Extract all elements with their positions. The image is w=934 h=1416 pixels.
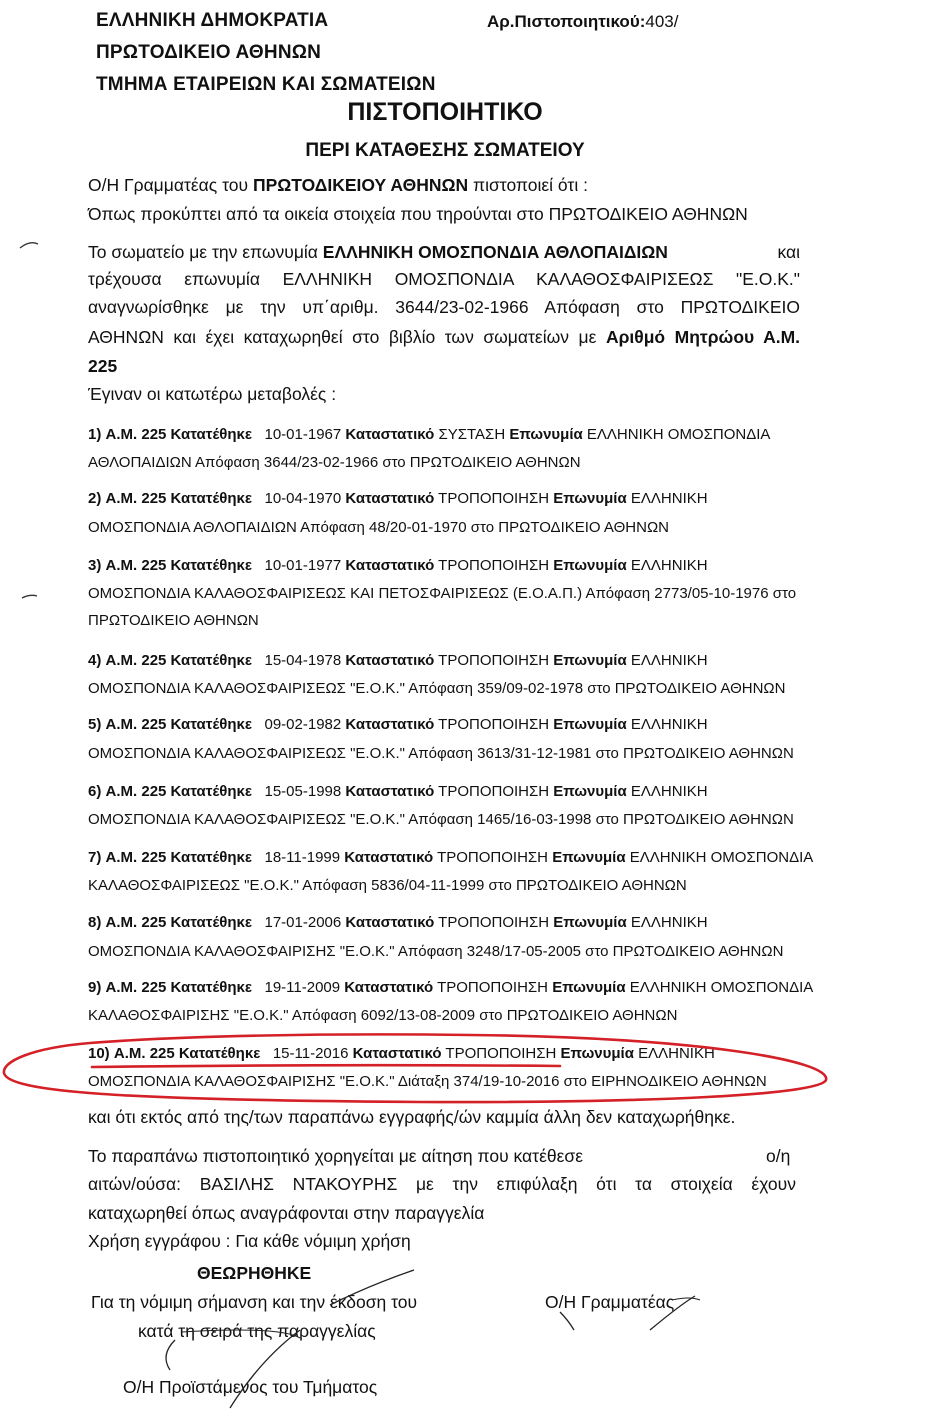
entry-3-line-3: ΠΡΩΤΟΔΙΚΕΙΟ ΑΘΗΝΩΝ bbox=[88, 612, 259, 629]
entry-registry: Α.Μ. 225 bbox=[105, 652, 167, 669]
entry-type: ΤΡΟΠΟΠΟΙΗΣΗ bbox=[438, 783, 550, 800]
entry-3-line-2: ΟΜΟΣΠΟΝΔΙΑ ΚΑΛΑΘΟΣΦΑΙΡΙΣΕΩΣ ΚΑΙ ΠΕΤΟΣΦΑΙΡΙΣΕΩΣ (Ε.Ο.Α.Π.) Απόφαση 2773/05-10-1976 στο bbox=[88, 585, 797, 602]
entry-9-line-1 bbox=[88, 979, 813, 996]
entry-filed-label: Κατατέθηκε bbox=[178, 1045, 261, 1062]
entry-registry: Α.Μ. 225 bbox=[105, 490, 167, 507]
entry-number: 5) bbox=[88, 716, 102, 733]
entry-name: ΕΛΛΗΝΙΚΗ ΟΜΟΣΠΟΝΔΙΑ bbox=[586, 426, 771, 443]
entry-statute-label: Καταστατικό bbox=[345, 783, 435, 800]
document-subtitle: ΠΕΡΙ ΚΑΤΑΘΕΣΗΣ ΣΩΜΑΤΕΙΟΥ bbox=[305, 140, 585, 161]
entry-statute-label: Καταστατικό bbox=[344, 979, 434, 996]
entry-date: 10-01-1967 bbox=[264, 426, 342, 443]
secretary-label: Ο/Η Γραμματέας bbox=[545, 1292, 675, 1312]
certificate-number-value: 403/ bbox=[645, 12, 679, 31]
entry-7-line-1 bbox=[88, 849, 813, 866]
entry-statute-label: Καταστατικό bbox=[345, 716, 435, 733]
entry-type: ΤΡΟΠΟΠΟΙΗΣΗ bbox=[438, 490, 550, 507]
entry-name: ΕΛΛΗΝΙΚΗ bbox=[638, 1045, 715, 1062]
entry-2-line-2: ΟΜΟΣΠΟΝΔΙΑ ΑΘΛΟΠΑΙΔΙΩΝ Απόφαση 48/20-01-1970 στο ΠΡΩΤΟΔΙΚΕΙΟ ΑΘΗΝΩΝ bbox=[88, 519, 670, 536]
entry-name: ΕΛΛΗΝΙΚΗ ΟΜΟΣΠΟΝΔΙΑ bbox=[629, 979, 814, 996]
header-line-department: ΤΜΗΜΑ ΕΤΑΙΡΕΙΩΝ ΚΑΙ ΣΩΜΑΤΕΙΩΝ bbox=[96, 74, 436, 95]
entry-registry: Α.Μ. 225 bbox=[105, 979, 167, 996]
entry-registry: Α.Μ. 225 bbox=[105, 716, 167, 733]
intro-court-name: ΠΡΩΤΟΔΙΚΕΙΟΥ ΑΘΗΝΩΝ bbox=[252, 175, 469, 195]
signature-stroke bbox=[560, 1312, 574, 1330]
legal-line-2: κατά τη σειρά της παραγγελίας bbox=[138, 1321, 376, 1341]
entry-number: 9) bbox=[88, 979, 102, 996]
entry-name: ΕΛΛΗΝΙΚΗ bbox=[630, 652, 708, 669]
entry-filed-label: Κατατέθηκε bbox=[170, 914, 252, 931]
entry-filed-label: Κατατέθηκε bbox=[170, 783, 252, 800]
entry-name-label: Επωνυμία bbox=[553, 716, 627, 733]
entry-1-line-1 bbox=[88, 426, 770, 443]
no-other-registration: και ότι εκτός από της/των παραπάνω εγγραφής/ών καμμία άλλη δεν καταχωρήθηκε. bbox=[88, 1107, 736, 1127]
entry-registry: Α.Μ. 225 bbox=[105, 426, 167, 443]
entry-number: 7) bbox=[88, 849, 102, 866]
entry-name-label: Επωνυμία bbox=[553, 490, 627, 507]
entry-name-label: Επωνυμία bbox=[552, 979, 626, 996]
entry-5-line-1 bbox=[88, 716, 708, 733]
intro-text-end: πιστοποιεί ότι : bbox=[468, 175, 588, 195]
certificate-number bbox=[487, 12, 678, 32]
registry-number: 225 bbox=[88, 356, 118, 376]
entry-name: ΕΛΛΗΝΙΚΗ bbox=[630, 716, 708, 733]
entry-name-label: Επωνυμία bbox=[553, 914, 627, 931]
entry-date: 15-05-1998 bbox=[264, 783, 342, 800]
entry-registry: Α.Μ. 225 bbox=[105, 557, 167, 574]
entry-type: ΣΥΣΤΑΣΗ bbox=[438, 426, 506, 443]
legal-line-1: Για τη νόμιμη σήμανση και την έκδοση του bbox=[91, 1292, 418, 1312]
entry-4-line-1 bbox=[88, 652, 708, 669]
entry-name: ΕΛΛΗΝΙΚΗ ΟΜΟΣΠΟΝΔΙΑ bbox=[629, 849, 814, 866]
entry-statute-label: Καταστατικό bbox=[345, 652, 435, 669]
entry-date: 09-02-1982 bbox=[264, 716, 342, 733]
entry-filed-label: Κατατέθηκε bbox=[170, 652, 252, 669]
entry-registry: Α.Μ. 225 bbox=[105, 914, 167, 931]
entry-date: 18-11-1999 bbox=[264, 849, 341, 866]
entry-number: 8) bbox=[88, 914, 102, 931]
entry-statute-label: Καταστατικό bbox=[345, 426, 435, 443]
header-line-court: ΠΡΩΤΟΔΙΚΕΙΟ ΑΘΗΝΩΝ bbox=[96, 42, 322, 63]
body-text: Το σωματείο με την επωνυμία bbox=[88, 242, 323, 262]
entry-statute-label: Καταστατικό bbox=[345, 557, 435, 574]
entry-type: ΤΡΟΠΟΠΟΙΗΣΗ bbox=[438, 914, 550, 931]
entry-name-label: Επωνυμία bbox=[552, 849, 626, 866]
entry-type: ΤΡΟΠΟΠΟΙΗΣΗ bbox=[437, 849, 549, 866]
entry-number: 4) bbox=[88, 652, 102, 669]
association-name: ΕΛΛΗΝΙΚΗ ΟΜΟΣΠΟΝΔΙΑ ΑΘΛΟΠΑΙΔΙΩΝ bbox=[322, 242, 668, 262]
entry-3-line-1 bbox=[88, 557, 708, 574]
entry-number: 3) bbox=[88, 557, 102, 574]
entry-date: 19-11-2009 bbox=[264, 979, 341, 996]
entry-filed-label: Κατατέθηκε bbox=[170, 426, 252, 443]
body-text-and: και bbox=[777, 242, 800, 262]
entry-9-line-2: ΚΑΛΑΘΟΣΦΑΙΡΙΣΗΣ "Ε.Ο.Κ." Απόφαση 6092/13-08-2009 στο ΠΡΩΤΟΔΙΚΕΙΟ ΑΘΗΝΩΝ bbox=[88, 1007, 678, 1024]
entry-1-line-2: ΑΘΛΟΠΑΙΔΙΩΝ Απόφαση 3644/23-02-1966 στο ΠΡΩΤΟΔΙΚΕΙΟ ΑΘΗΝΩΝ bbox=[88, 454, 581, 471]
intro-text: Ο/Η Γραμματέας του bbox=[88, 175, 253, 195]
entry-name: ΕΛΛΗΝΙΚΗ bbox=[630, 914, 708, 931]
entry-filed-label: Κατατέθηκε bbox=[170, 716, 252, 733]
entry-statute-label: Καταστατικό bbox=[345, 490, 435, 507]
entry-4-line-2: ΟΜΟΣΠΟΝΔΙΑ ΚΑΛΑΘΟΣΦΑΙΡΙΣΕΩΣ "Ε.Ο.Κ." Απόφαση 359/09-02-1978 στο ΠΡΩΤΟΔΙΚΕΙΟ ΑΘΗΝΩΝ bbox=[88, 680, 786, 697]
signature-stroke bbox=[672, 1298, 700, 1300]
entry-date: 10-01-1977 bbox=[264, 557, 342, 574]
entry-filed-label: Κατατέθηκε bbox=[170, 557, 252, 574]
entry-type: ΤΡΟΠΟΠΟΙΗΣΗ bbox=[438, 716, 550, 733]
entry-name-label: Επωνυμία bbox=[509, 426, 583, 443]
entry-type: ΤΡΟΠΟΠΟΙΗΣΗ bbox=[437, 979, 549, 996]
entry-5-line-2: ΟΜΟΣΠΟΝΔΙΑ ΚΑΛΑΘΟΣΦΑΙΡΙΣΕΩΣ "Ε.Ο.Κ." Απόφαση 3613/31-12-1981 στο ΠΡΩΤΟΔΙΚΕΙΟ ΑΘΗΝΩΝ bbox=[88, 745, 794, 762]
entry-8-line-2: ΟΜΟΣΠΟΝΔΙΑ ΚΑΛΑΘΟΣΦΑΙΡΙΣΗΣ "Ε.Ο.Κ." Απόφαση 3248/17-05-2005 στο ΠΡΩΤΟΔΙΚΕΙΟ ΑΘΗΝΩΝ bbox=[88, 943, 784, 960]
department-head-label: Ο/Η Προϊστάμενος του Τμήματος bbox=[123, 1377, 378, 1397]
entry-name-label: Επωνυμία bbox=[553, 652, 627, 669]
changes-intro: Έγιναν οι κατωτέρω μεταβολές : bbox=[88, 384, 337, 404]
header-line-republic: ΕΛΛΗΝΙΚΗ ΔΗΜΟΚΡΑΤΙΑ bbox=[96, 10, 329, 31]
entry-filed-label: Κατατέθηκε bbox=[170, 849, 252, 866]
document-usage: Χρήση εγγράφου : Για κάθε νόμιμη χρήση bbox=[88, 1231, 411, 1251]
entry-7-line-2: ΚΑΛΑΘΟΣΦΑΙΡΙΣΕΩΣ "Ε.Ο.Κ." Απόφαση 5836/04-11-1999 στο ΠΡΩΤΟΔΙΚΕΙΟ ΑΘΗΝΩΝ bbox=[88, 877, 687, 894]
document-title: ΠΙΣΤΟΠΟΙΗΤΙΚΟ bbox=[347, 98, 543, 126]
certificate-number-label: Αρ.Πιστοποιητικού: bbox=[487, 12, 646, 31]
entry-name: ΕΛΛΗΝΙΚΗ bbox=[630, 557, 708, 574]
entry-number: 1) bbox=[88, 426, 102, 443]
entry-name: ΕΛΛΗΝΙΚΗ bbox=[630, 490, 708, 507]
entry-number: 10) bbox=[88, 1045, 110, 1062]
entry-name-label: Επωνυμία bbox=[553, 783, 627, 800]
intro-line-2: Όπως προκύπτει από τα οικεία στοιχεία που τηρούνται στο ΠΡΩΤΟΔΙΚΕΙΟ ΑΘΗΝΩΝ bbox=[88, 204, 748, 224]
entry-6-line-1 bbox=[88, 783, 708, 800]
registry-number-label: Αριθμό Μητρώου Α.Μ. bbox=[605, 327, 801, 347]
margin-mark-icon bbox=[22, 595, 37, 598]
red-underline bbox=[92, 1065, 560, 1067]
signature-stroke bbox=[166, 1340, 175, 1370]
entry-registry: Α.Μ. 225 bbox=[113, 1045, 175, 1062]
body-line-2: τρέχουσα επωνυμία ΕΛΛΗΝΙΚΗ ΟΜΟΣΠΟΝΔΙΑ ΚΑΛΑΘΟΣΦΑΙΡΙΣΕΩΣ "Ε.Ο.Κ." bbox=[88, 269, 800, 289]
intro-line-1 bbox=[88, 175, 588, 196]
entry-statute-label: Καταστατικό bbox=[345, 914, 435, 931]
body-line-3: αναγνωρίσθηκε με την υπ΄αριθμ. 3644/23-02-1966 Απόφαση στο ΠΡΩΤΟΔΙΚΕΙΟ bbox=[88, 297, 800, 317]
entry-type: ΤΡΟΠΟΠΟΙΗΣΗ bbox=[438, 557, 550, 574]
seen-label: ΘΕΩΡΗΘΗΚΕ bbox=[197, 1263, 312, 1283]
entry-6-line-2: ΟΜΟΣΠΟΝΔΙΑ ΚΑΛΑΘΟΣΦΑΙΡΙΣΕΩΣ "Ε.Ο.Κ." Απόφαση 1465/16-03-1998 στο ΠΡΩΤΟΔΙΚΕΙΟ ΑΘΗΝΩΝ bbox=[88, 811, 794, 828]
issued-line-3: καταχωρηθεί όπως αναγράφονται στην παραγγελία bbox=[88, 1203, 485, 1223]
entry-number: 2) bbox=[88, 490, 102, 507]
entry-number: 6) bbox=[88, 783, 102, 800]
entry-name-label: Επωνυμία bbox=[553, 557, 627, 574]
body-line-4 bbox=[88, 327, 800, 348]
entry-2-line-1 bbox=[88, 490, 708, 507]
entry-8-line-1 bbox=[88, 914, 708, 931]
entry-name-label: Επωνυμία bbox=[560, 1045, 634, 1062]
entry-filed-label: Κατατέθηκε bbox=[170, 979, 252, 996]
entry-name: ΕΛΛΗΝΙΚΗ bbox=[630, 783, 708, 800]
entry-registry: Α.Μ. 225 bbox=[105, 849, 167, 866]
issued-line-1: Το παραπάνω πιστοποιητικό χορηγείται με αίτηση που κατέθεσε bbox=[88, 1146, 584, 1166]
entry-type: ΤΡΟΠΟΠΟΙΗΣΗ bbox=[438, 652, 550, 669]
entry-type: ΤΡΟΠΟΠΟΙΗΣΗ bbox=[445, 1045, 557, 1062]
margin-mark-icon bbox=[20, 243, 38, 248]
entry-10-line-2: ΟΜΟΣΠΟΝΔΙΑ ΚΑΛΑΘΟΣΦΑΙΡΙΣΗΣ "Ε.Ο.Κ." Διάταξη 374/19-10-2016 στο ΕΙΡΗΝΟΔΙΚΕΙΟ ΑΘΗΝΩΝ bbox=[88, 1073, 767, 1090]
entry-10-line-1 bbox=[88, 1045, 715, 1062]
body-line-1 bbox=[88, 242, 800, 263]
entry-statute-label: Καταστατικό bbox=[352, 1045, 442, 1062]
entry-date: 17-01-2006 bbox=[264, 914, 342, 931]
entry-date: 15-04-1978 bbox=[264, 652, 342, 669]
entry-filed-label: Κατατέθηκε bbox=[170, 490, 252, 507]
entry-date: 10-04-1970 bbox=[264, 490, 342, 507]
body-text: ΑΘΗΝΩΝ και έχει καταχωρηθεί στο βιβλίο των σωματείων με bbox=[88, 327, 606, 347]
issued-line-2: αιτών/ούσα: ΒΑΣΙΛΗΣ ΝΤΑΚΟΥΡΗΣ με την επιφύλαξη ότι τα στοιχεία έχουν bbox=[88, 1174, 796, 1194]
issued-line-1-end: ο/η bbox=[766, 1146, 791, 1166]
entry-registry: Α.Μ. 225 bbox=[105, 783, 167, 800]
entry-statute-label: Καταστατικό bbox=[344, 849, 434, 866]
entry-date: 15-11-2016 bbox=[272, 1045, 349, 1062]
